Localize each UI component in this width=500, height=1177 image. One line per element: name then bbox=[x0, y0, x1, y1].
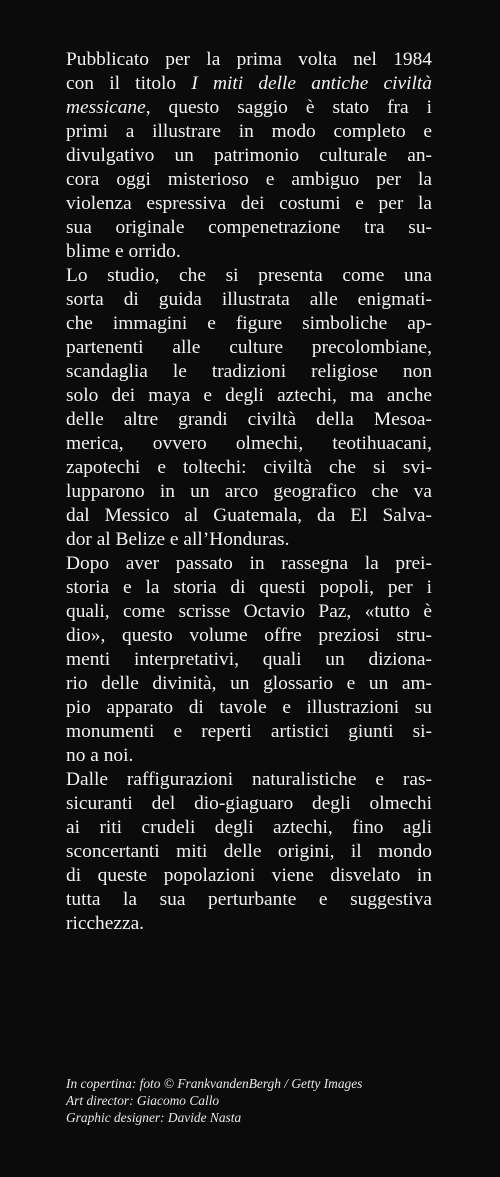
blurb-line: monumenti e reperti artistici giunti si- bbox=[66, 721, 432, 742]
blurb-line: solo dei maya e degli aztechi, ma anche bbox=[66, 385, 432, 406]
blurb-line: divulgativo un patrimonio culturale an- bbox=[66, 145, 432, 166]
blurb-line-lead: con il titolo bbox=[66, 73, 192, 94]
graphic-designer-credit: Graphic designer: Davide Nasta bbox=[66, 1110, 242, 1125]
art-director-credit: Art director: Giacomo Callo bbox=[66, 1093, 220, 1108]
blurb-line: sicuranti del dio-giaguaro degli olmechi bbox=[66, 793, 432, 814]
blurb-line: no a noi. bbox=[66, 745, 134, 766]
blurb-line: Dalle raffigurazioni naturalistiche e ras- bbox=[66, 769, 432, 790]
blurb-line: partenenti alle culture precolombiane, bbox=[66, 337, 432, 358]
blurb-line: lupparono in un arco geografico che va bbox=[66, 481, 432, 502]
book-original-title: I miti delle antiche civiltà bbox=[191, 73, 432, 94]
blurb-line-with-title bbox=[66, 96, 432, 120]
blurb-line: delle altre grandi civiltà della Mesoa- bbox=[66, 409, 432, 430]
blurb-line: storia e la storia di questi popoli, per i bbox=[66, 577, 432, 598]
blurb-line: zapotechi e toltechi: civiltà che si svi- bbox=[66, 457, 432, 478]
book-original-title-end: messicane bbox=[66, 97, 146, 118]
blurb-line: Pubblicato per la prima volta nel 1984 bbox=[66, 49, 432, 70]
blurb-paragraph-4 bbox=[66, 768, 432, 936]
blurb-line: blime e orrido. bbox=[66, 241, 181, 262]
blurb-line: che immagini e figure simboliche ap- bbox=[66, 313, 432, 334]
blurb-line: dal Messico al Guatemala, da El Salva- bbox=[66, 505, 432, 526]
blurb-line: scandaglia le tradizioni religiose non bbox=[66, 361, 432, 382]
blurb-line: sorta di guida illustrata alle enigmati- bbox=[66, 289, 432, 310]
blurb-line: menti interpretativi, quali un diziona- bbox=[66, 649, 432, 670]
blurb-line: ricchezza. bbox=[66, 913, 145, 934]
blurb-line: ai riti crudeli degli aztechi, fino agli bbox=[66, 817, 432, 838]
blurb-line-rest: , questo saggio è stato fra i bbox=[145, 97, 432, 118]
blurb-line: pio apparato di tavole e illustrazioni su bbox=[66, 697, 432, 718]
blurb-line: tutta la sua perturbante e suggestiva bbox=[66, 889, 432, 910]
blurb-line: dor al Belize e all’Honduras. bbox=[66, 529, 290, 550]
blurb-text bbox=[66, 48, 432, 936]
blurb-line: sua originale compenetrazione tra su- bbox=[66, 217, 432, 238]
blurb-paragraph-3 bbox=[66, 552, 432, 768]
blurb-line: merica, ovvero olmechi, teotihuacani, bbox=[66, 433, 432, 454]
blurb-line: rio delle divinità, un glossario e un am- bbox=[66, 673, 432, 694]
credits bbox=[66, 1075, 466, 1126]
blurb-line: Lo studio, che si presenta come una bbox=[66, 265, 432, 286]
blurb-line: dio», questo volume offre preziosi stru- bbox=[66, 625, 432, 646]
blurb-line: quali, come scrisse Octavio Paz, «tutto è bbox=[66, 601, 432, 622]
blurb-paragraph-1 bbox=[66, 48, 432, 264]
blurb-line: di queste popolazioni viene disvelato in bbox=[66, 865, 432, 886]
blurb-line: sconcertanti miti delle origini, il mondo bbox=[66, 841, 432, 862]
blurb-line: Dopo aver passato in rassegna la prei- bbox=[66, 553, 432, 574]
blurb-line: cora oggi misterioso e ambiguo per la bbox=[66, 169, 432, 190]
blurb-line-with-title bbox=[66, 72, 432, 96]
blurb-line: violenza espressiva dei costumi e per la bbox=[66, 193, 432, 214]
blurb-line: primi a illustrare in modo completo e bbox=[66, 121, 432, 142]
cover-photo-credit: In copertina: foto © FrankvandenBergh / Getty Images bbox=[66, 1076, 363, 1091]
blurb-paragraph-2 bbox=[66, 264, 432, 552]
